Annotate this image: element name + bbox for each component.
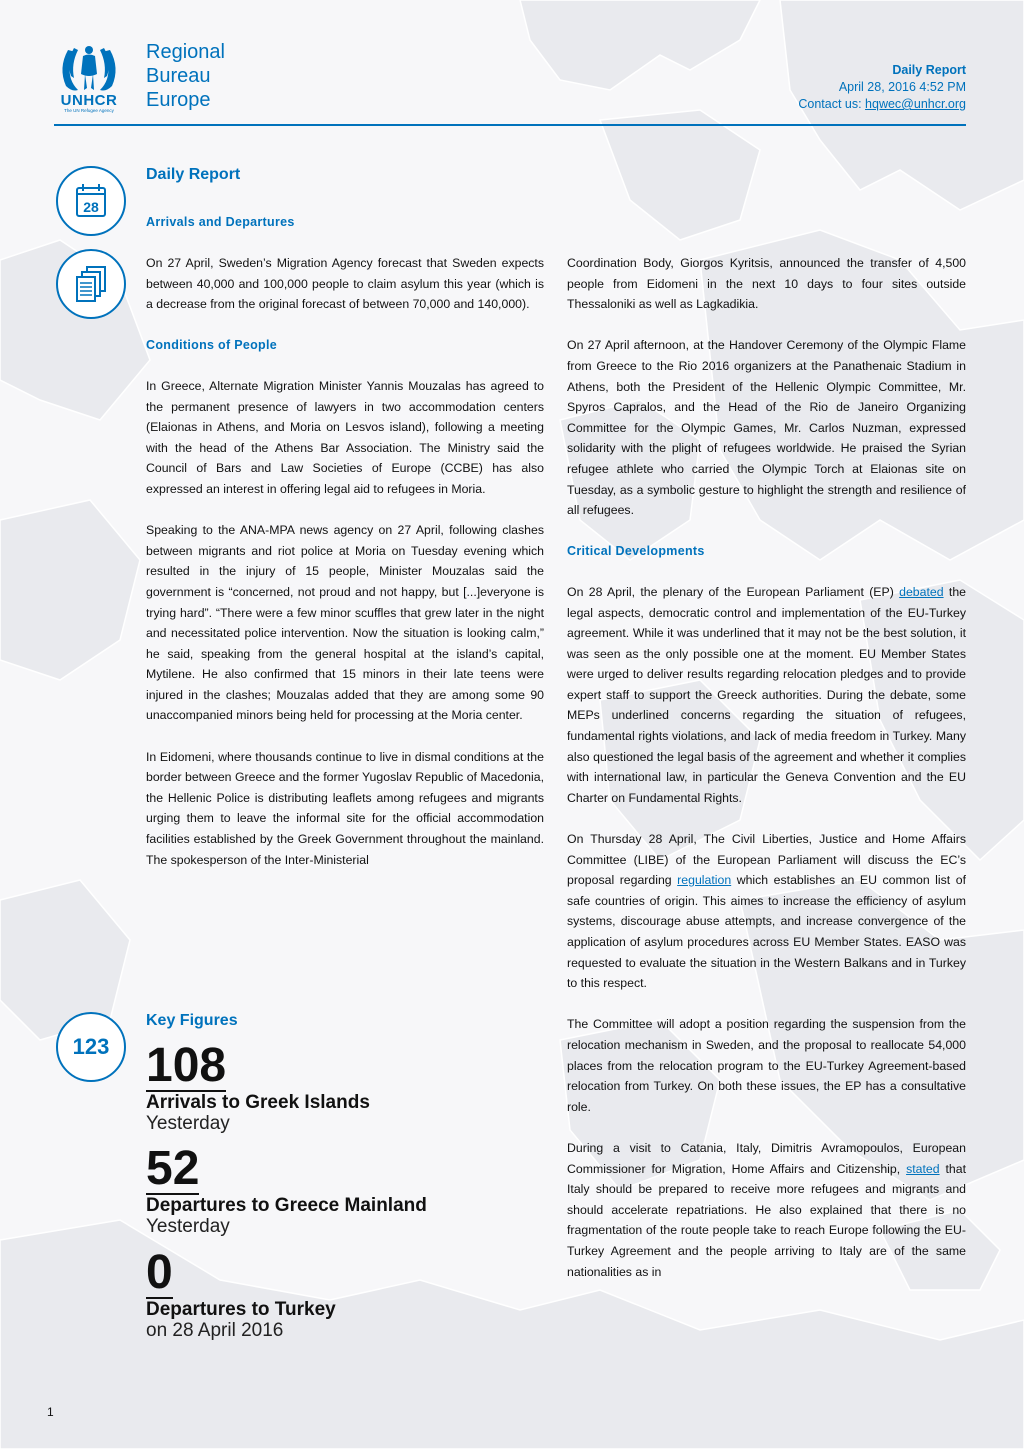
key-figure-sub: Yesterday [146, 1216, 230, 1237]
section-heading-arrivals: Arrivals and Departures [146, 215, 295, 229]
report-datetime: April 28, 2016 4:52 PM [838, 80, 966, 94]
key-figure-value: 108 [146, 1039, 227, 1092]
bureau-name [146, 40, 225, 112]
right-column [567, 253, 966, 1373]
contact-label: Contact us: [798, 97, 866, 111]
paragraph: Coordination Body, Giorgos Kyritsis, announced the transfer of 4,500 people from Eidomeni in the next 10 days to four sites outside Thessaloniki as well as Lagkadikia. [567, 256, 966, 312]
key-figures-icon [56, 1012, 126, 1082]
text-span: On Thursday 28 April, The Civil Liberties, Justice and Home Affairs Committee (LIBE) of the European Parliament will discuss the EC’s proposal regarding [567, 832, 966, 888]
key-figures-icon-text: 123 [72, 1034, 110, 1059]
documents-icon [56, 249, 126, 319]
section-heading-critical: Critical Developments [567, 544, 705, 559]
text-span: During a visit to Catania, Italy, Dimitris Avramopoulos, European Commissioner for Migration, Home Affairs and Citizenship, [567, 1140, 966, 1176]
paragraph: In Greece, Alternate Migration Minister Yannis Mouzalas has agreed to the permanent presence of lawyers in two accommodation centers (Elaionas in Athens, and Moria on Lesvos island), following a meeting with the head of the Athens Bar Association. The Ministry said the Council of Bars and Law Societies of Europe (CCBE) has also expressed an interest in offering legal aid to refugees in Moria. [146, 378, 544, 496]
key-figure-value: 0 [146, 1246, 173, 1299]
report-meta [798, 62, 966, 113]
key-figure-label: Departures to Greece Mainland [146, 1195, 427, 1216]
contact-email-link[interactable]: hqwec@unhcr.org [865, 97, 966, 111]
key-figure-label: Arrivals to Greek Islands [146, 1092, 370, 1113]
page-number: 1 [47, 1405, 54, 1419]
paragraph: On 27 April, Sweden’s Migration Agency forecast that Sweden expects between 40,000 and 100,000 people to claim asylum this year (which is a decrease from the original forecast of between 70,000 and 140,000). [146, 256, 544, 312]
paragraph [567, 582, 966, 809]
bureau-line-3: Europe [146, 89, 211, 111]
text-span: that Italy should be prepared to receive more refugees and migrants and should accelerate repatriations. He also explained that there is no fragmentation of the route people take to reach Europe following the EU-Turkey Agreement and the people arriving to Italy are of the same nationalities as in [567, 1161, 966, 1279]
paragraph: The Committee will adopt a position regarding the suspension from the relocation mechanism in Sweden, and the proposal to reallocate 54,000 places from the relocation program to the EU-Turkey Agreement-based relocation from Turkey. On both these issues, the EP has a consultative role. [567, 1017, 966, 1114]
unhcr-wordmark: UNHCR [60, 92, 118, 109]
key-figure-sub: on 28 April 2016 [146, 1320, 284, 1341]
text-span: the legal aspects, democratic control and implementation of the EU-Turkey agreement. While it was underlined that it may not be the best solution, it was seen as the only possible one at the moment. EU Member States were urged to deliver results regarding relocation pledges and to provide expert staff to support the Greeck authorities. During the debate, some MEPs underlined concerns regarding the situation of refugees, fundamental rights violations, and lack of media freedom in Turkey. Many also questioned the legal basis of the agreement and whether it complies with international law, in particular the Geneva Convention and the EU Charter on Fundamental Rights. [567, 584, 966, 805]
key-figure-value: 52 [146, 1142, 200, 1195]
key-figure-departures-mainland [146, 1142, 427, 1237]
paragraph: In Eidomeni, where thousands continue to live in dismal conditions at the border between Greece and the former Yugoslav Republic of Macedonia, the Hellenic Police is distributing leaflets among refugees and migrants urging them to leave the informal site for the official accommodation facilities established by the Greek Government throughout the mainland. The spokesperson of the Inter-Ministerial [146, 749, 544, 867]
regulation-link[interactable]: regulation [677, 873, 732, 888]
stated-link[interactable]: stated [906, 1161, 940, 1176]
header-divider [54, 124, 966, 126]
paragraph [567, 829, 966, 994]
debated-link[interactable]: debated [899, 584, 944, 599]
left-column [146, 253, 544, 978]
text-span: On 28 April, the plenary of the European Parliament (EP) [567, 584, 900, 599]
paragraph: Speaking to the ANA-MPA news agency on 27 April, following clashes between migrants and riot police at Moria on Tuesday evening which resulted in the injury of 15 people, Minister Mouzalas said the government is “concerned, not proud and not happy, but [...]everyone is trying hard”. “There were a few minor scuffles that grew later in the night and necessitated police intervention. Now the situation is looking calm,” he said, speaking from the general hospital at the island’s capital, Mytilene. He also confirmed that 15 minors in their late teens were injured in the clashes; Mouzalas added that they are among some 90 unaccompanied minors being held for processing at the Moria center. [146, 523, 544, 723]
contact-line [798, 96, 966, 113]
text-span: which establishes an EU common list of safe countries of origin. This aimes to increase the efficiency of asylum systems, discourage abuse attempts, and increase convergence of the application of asylum procedures across EU Member States. EASO was requested to evaluate the situation in the Western Balkans and in Turkey to this respect. [567, 873, 966, 991]
calendar-day: 28 [83, 199, 99, 215]
bureau-line-2: Bureau [146, 65, 211, 87]
key-figure-label: Departures to Turkey [146, 1299, 336, 1320]
report-type: Daily Report [892, 63, 966, 77]
calendar-icon [56, 166, 126, 236]
section-heading-conditions: Conditions of People [146, 338, 277, 353]
key-figures-heading: Key Figures [146, 1012, 238, 1029]
page-title: Daily Report [146, 166, 241, 183]
paragraph: On 27 April afternoon, at the Handover Ceremony of the Olympic Flame from Greece to the Rio 2016 organizers at the Panathenaic Stadium in Athens, both the President of the Hellenic Olympic Committee, Mr. Spyros Capralos, and the Head of the Rio de Janeiro Organizing Committee for the Olympic Games, Mr. Carlos Nuzman, expressed solidarity with the plight of refugees worldwide. He praised the Syrian refugee athlete who carried the Olympic Torch at Elaionas site on Tuesday, as a symbolic gesture to highlight the strength and resilience of all refugees. [567, 338, 966, 518]
key-figure-sub: Yesterday [146, 1113, 230, 1134]
unhcr-tagline: The UN Refugee Agency [64, 108, 114, 113]
key-figure-departures-turkey [146, 1246, 336, 1341]
paragraph [567, 1138, 966, 1282]
key-figure-arrivals [146, 1039, 370, 1134]
bureau-line-1: Regional [146, 41, 225, 63]
